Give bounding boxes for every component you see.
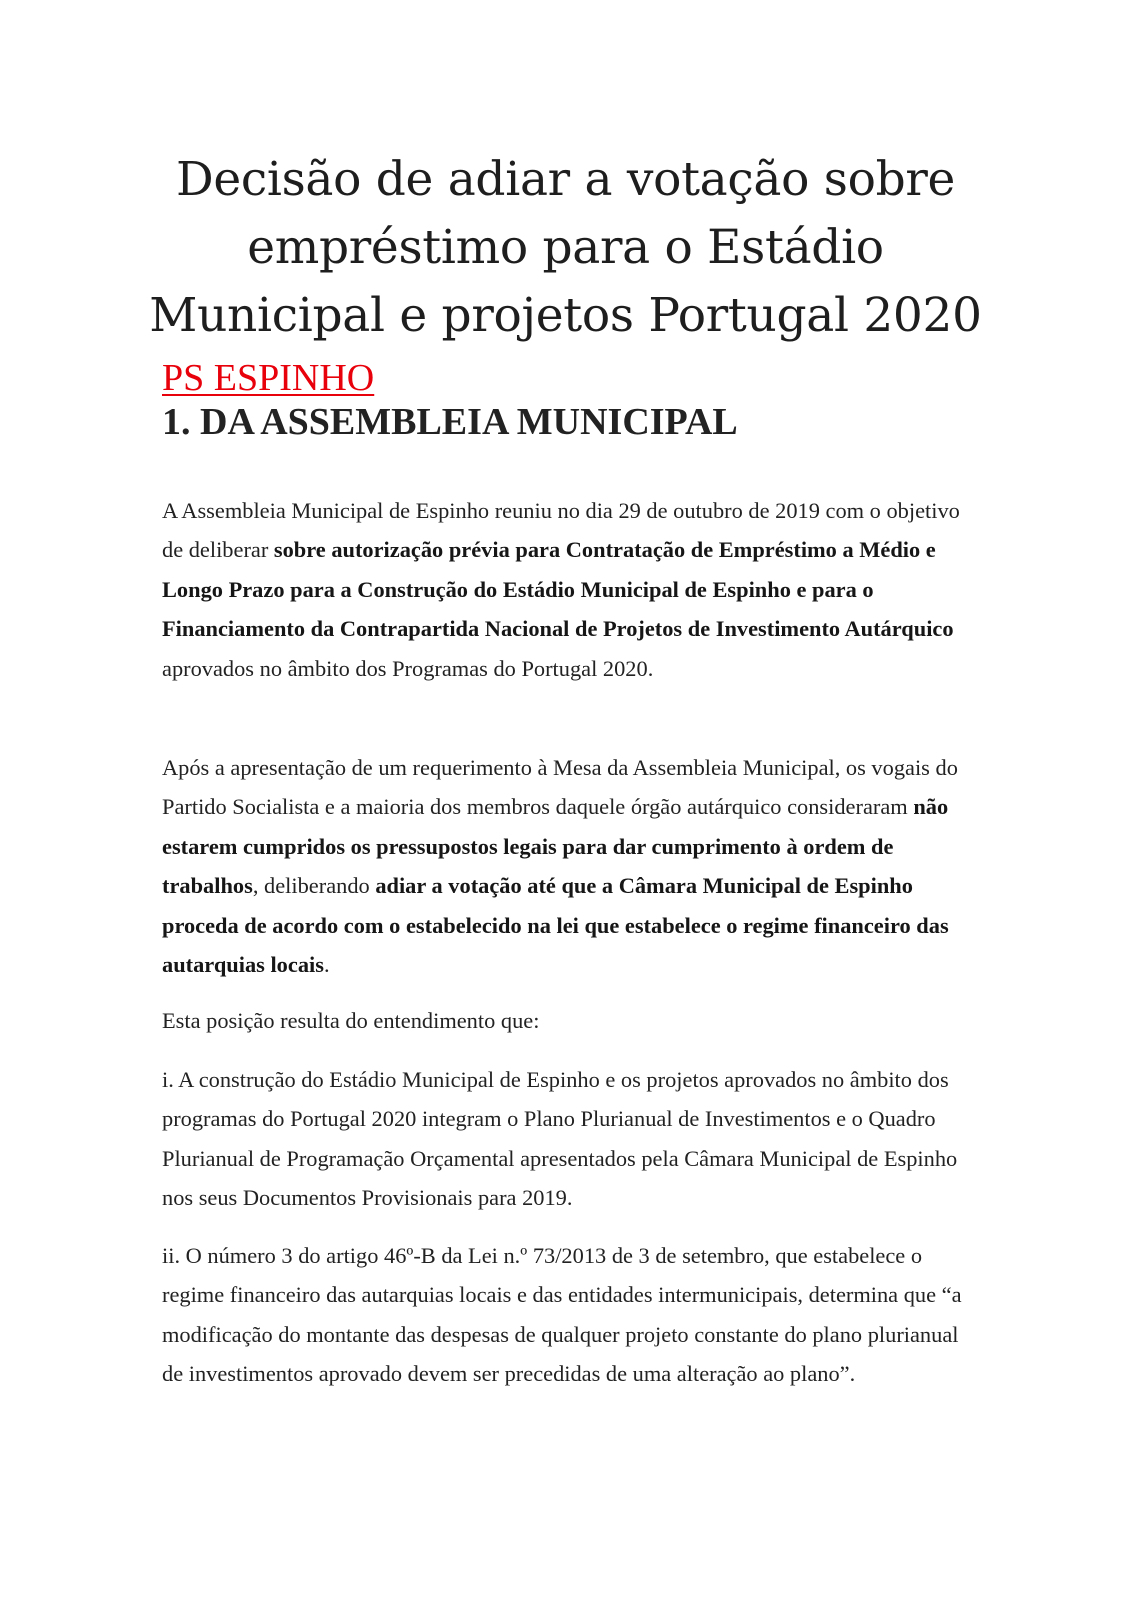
paragraph-decision	[162, 748, 982, 984]
paragraph-position: Esta posição resulta do entendimento que:	[162, 1008, 540, 1033]
paragraph-intro-text: A Assembleia Municipal de Espinho reuniu no dia 29 de outubro de 2019 com o objetivo de deliberar	[162, 498, 960, 563]
paragraph-point-ii: ii. O número 3 do artigo 46º-B da Lei n.º 73/2013 de 3 de setembro, que estabelece o regime financeiro das autarquias locais e das entidades intermunicipais, determina que “a modificação do montante das despesas de qualquer projeto constante do plano plurianual de investimentos aprovado devem ser precedidas de uma alteração ao plano”.	[162, 1243, 962, 1387]
paragraph-intro-text-end: aprovados no âmbito dos Programas do Portugal 2020.	[162, 655, 654, 681]
paragraph-decision-text: Após a apresentação de um requerimento à Mesa da Assembleia Municipal, os vogais do Partido Socialista e a maioria dos membros daquele órgão autárquico consideraram	[162, 755, 958, 820]
paragraph-decision-text-end: .	[323, 952, 330, 978]
paragraph-intro-bold: sobre autorização prévia para Contratação de Empréstimo a Médio e Longo Prazo para a Construção do Estádio Municipal de Espinho e para o Financiamento da Contrapartida Nacional de Projetos de Investimento Autárquico	[162, 537, 954, 642]
paragraph-point-i: i. A construção do Estádio Municipal de Espinho e os projetos aprovados no âmbito dos programas do Portugal 2020 integram o Plano Plurianual de Investimentos e o Quadro Plurianual de Programação Orçamental apresentados pela Câmara Municipal de Espinho nos seus Documentos Provisionais para 2019.	[162, 1067, 958, 1211]
ps-espinho-link[interactable]: PS ESPINHO	[162, 357, 375, 399]
paragraph-decision-bold-1: não estarem cumpridos os pressupostos legais para dar cumprimento à ordem de trabalhos	[162, 794, 949, 899]
paragraph-intro	[162, 491, 982, 688]
page-title: Decisão de adiar a votação sobre empréstimo para o Estádio Municipal e projetos Portugal 2020	[149, 152, 982, 343]
section-heading: 1. DA ASSEMBLEIA MUNICIPAL	[162, 401, 738, 443]
paragraph-decision-text-mid: , deliberando	[252, 873, 376, 899]
paragraph-decision-bold-2: adiar a votação até que a Câmara Municipal de Espinho proceda de acordo com o estabelecido na lei que estabelece o regime financeiro das autarquias locais	[162, 873, 949, 978]
